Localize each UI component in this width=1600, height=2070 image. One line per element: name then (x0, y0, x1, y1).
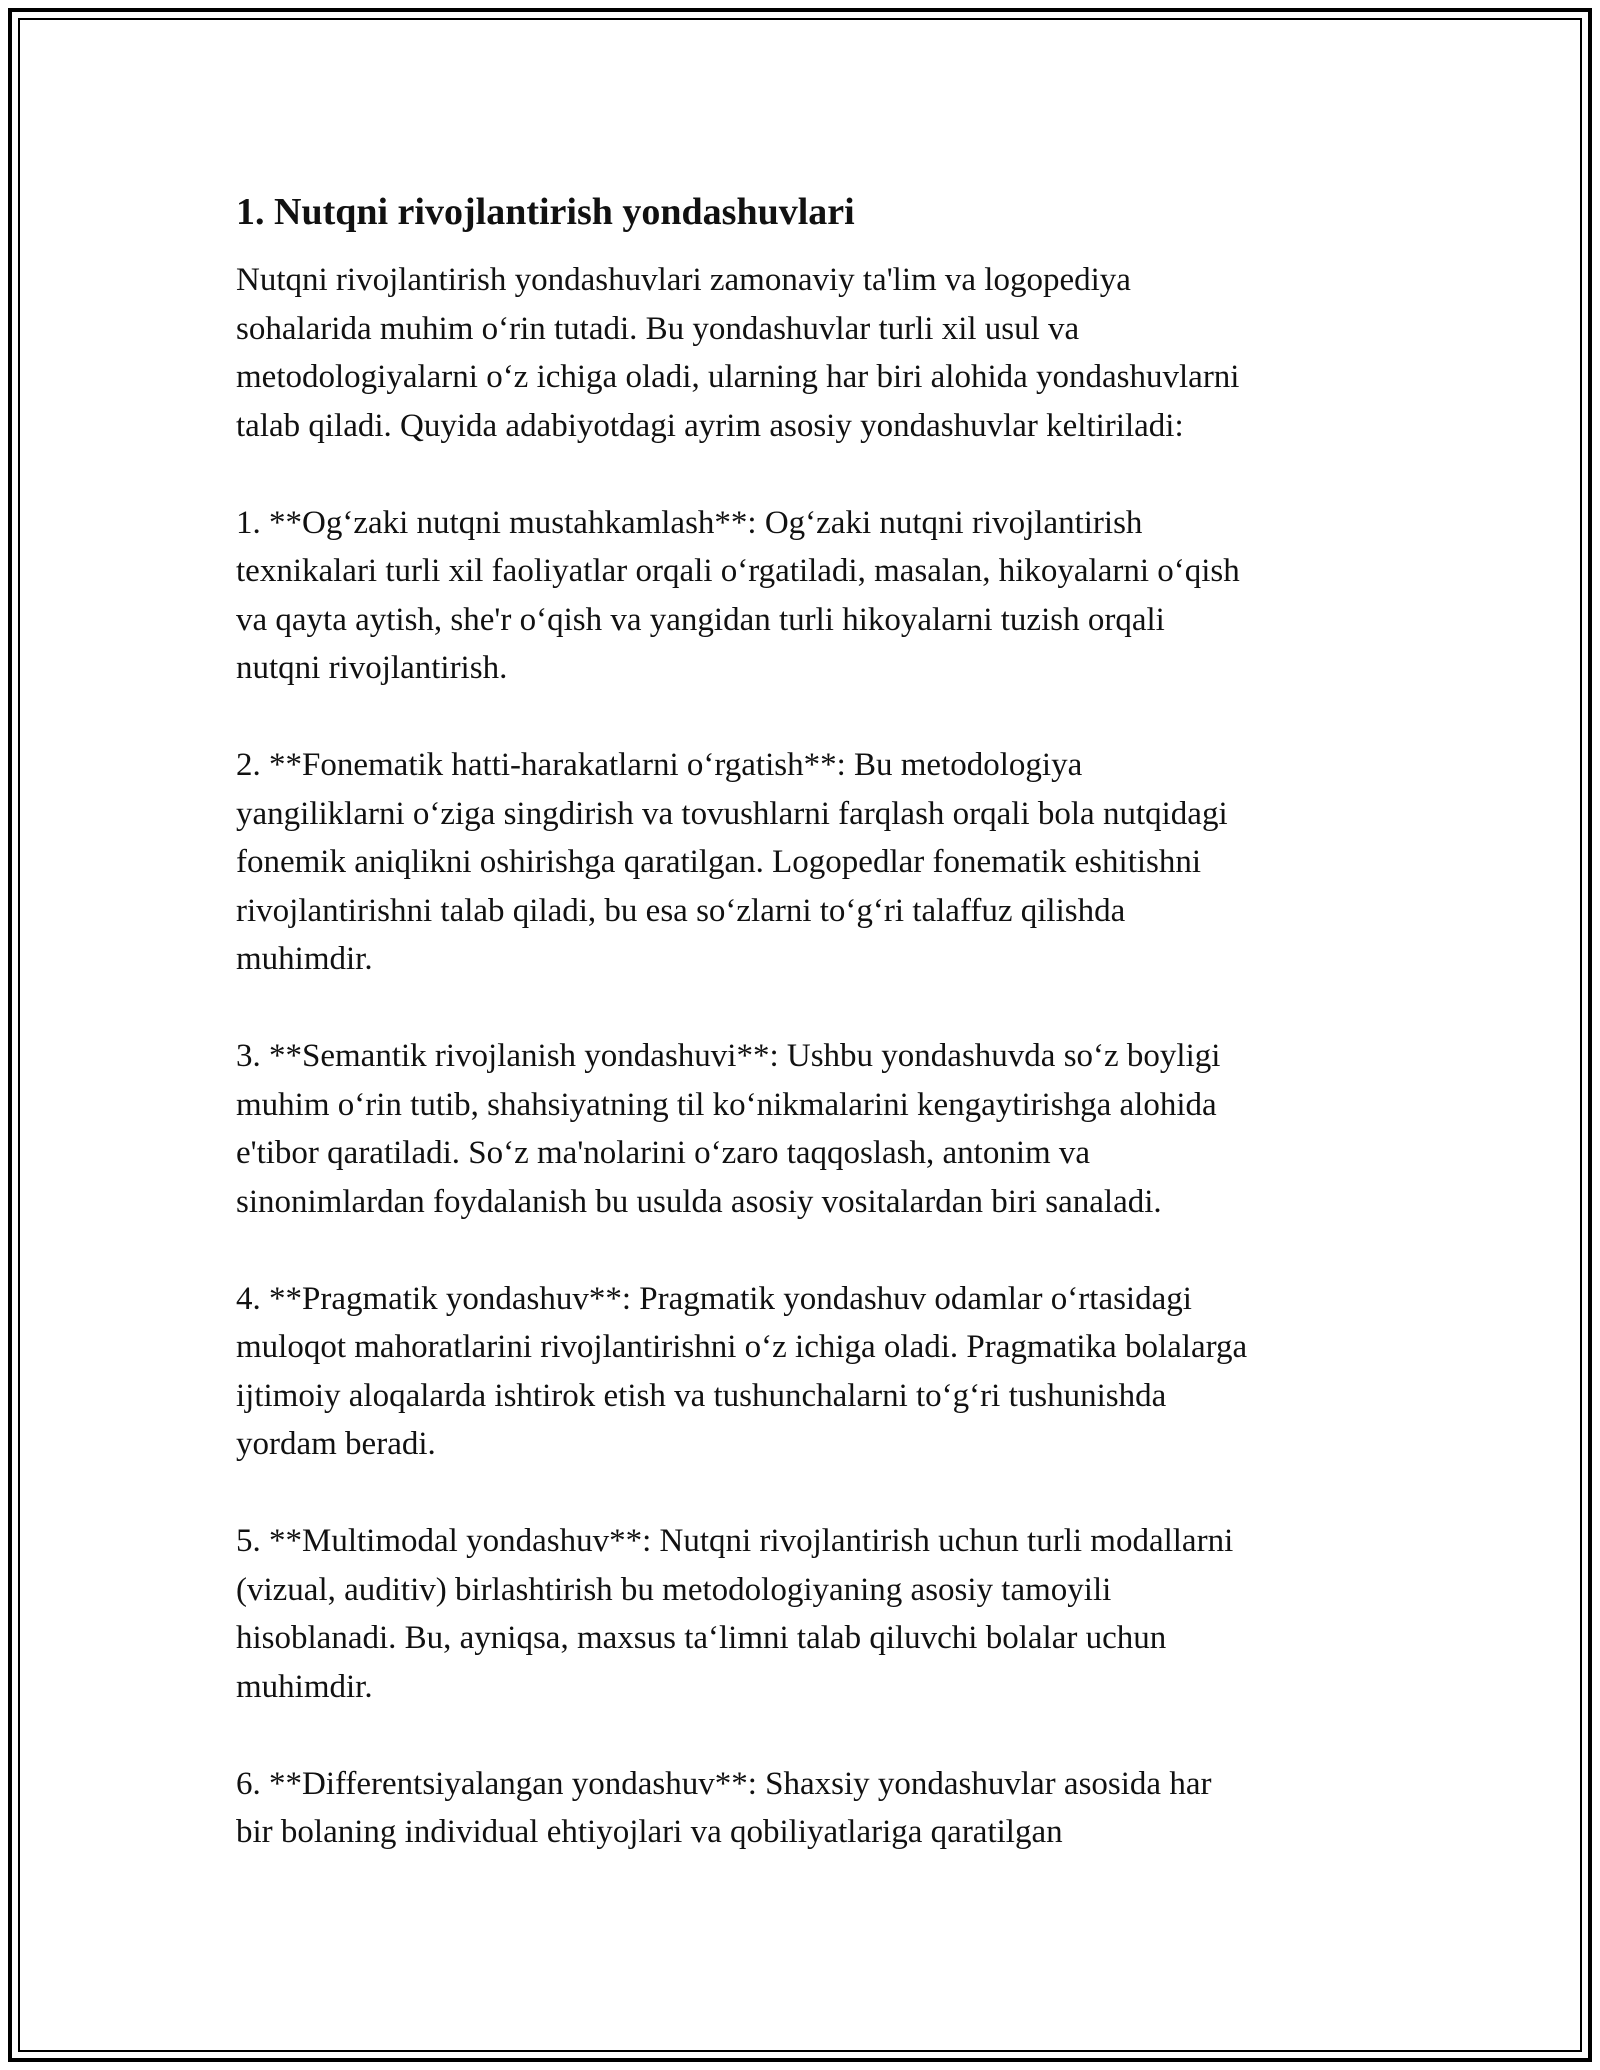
text-line: texnikalari turli xil faoliyatlar orqali o‘rgatiladi, masalan, hikoyalarni o‘qish (236, 553, 1240, 589)
list-item-pragmatic (236, 1275, 1366, 1469)
intro-paragraph (236, 256, 1366, 450)
text-line: Nutqni rivojlantirish yondashuvlari zamonaviy ta'lim va logopediya (236, 262, 1131, 298)
text-line: talab qiladi. Quyida adabiyotdagi ayrim asosiy yondashuvlar keltiriladi: (236, 407, 1184, 444)
text-line: 1. **Og‘zaki nutqni mustahkamlash**: Og‘zaki nutqni rivojlantirish (236, 504, 1143, 541)
list-item-multimodal (236, 1517, 1366, 1711)
text-line: 2. **Fonematik hatti-harakatlarni o‘rgatish**: Bu metodologiya (236, 747, 1083, 783)
document-body (236, 188, 1366, 1905)
text-line: 3. **Semantik rivojlanish yondashuvi**: Ushbu yondashuvda so‘z boyligi (236, 1038, 1221, 1074)
text-line: sohalarida muhim o‘rin tutadi. Bu yondashuvlar turli xil usul va (236, 310, 1080, 347)
text-line: muloqot mahoratlarini rivojlantirishni o‘z ichiga oladi. Pragmatika bolalarga (236, 1329, 1248, 1365)
text-line: va qayta aytish, she'r o‘qish va yangidan turli hikoyalarni tuzish orqali (236, 601, 1165, 638)
text-line: (vizual, auditiv) birlashtirish bu metodologiyaning asosiy tamoyili (236, 1571, 1112, 1608)
text-line: muhimdir. (236, 1668, 373, 1705)
text-line: 4. **Pragmatik yondashuv**: Pragmatik yondashuv odamlar o‘rtasidagi (236, 1280, 1192, 1317)
text-line: fonemik aniqlikni oshirishga qaratilgan. Logopedlar fonematik eshitishni (236, 844, 1202, 880)
text-line: metodologiyalarni o‘z ichiga oladi, ularning har biri alohida yondashuvlarni (236, 359, 1240, 395)
text-line: hisoblanadi. Bu, ayniqsa, maxsus ta‘limni talab qiluvchi bolalar uchun (236, 1620, 1167, 1656)
text-line: nutqni rivojlantirish. (236, 650, 508, 686)
text-line: 6. **Differentsiyalangan yondashuv**: Shaxsiy yondashuvlar asosida har (236, 1765, 1212, 1802)
list-item-semantic (236, 1032, 1366, 1226)
text-line: sinonimlardan foydalanish bu usulda asosiy vositalardan biri sanaladi. (236, 1183, 1162, 1220)
text-line: bir bolaning individual ehtiyojlari va qobiliyatlariga qaratilgan (236, 1814, 1063, 1850)
text-line: yordam beradi. (236, 1426, 436, 1462)
section-heading: 1. Nutqni rivojlantirish yondashuvlari (236, 191, 855, 233)
text-line: ijtimoiy aloqalarda ishtirok etish va tushunchalarni to‘g‘ri tushunishda (236, 1377, 1167, 1414)
list-item-phonematic (236, 741, 1366, 984)
text-line: e'tibor qaratiladi. So‘z ma'nolarini o‘zaro taqqoslash, antonim va (236, 1135, 1091, 1171)
list-item-oral-speech (236, 499, 1366, 693)
text-line: rivojlantirishni talab qiladi, bu esa so‘zlarni to‘g‘ri talaffuz qilishda (236, 892, 1126, 929)
text-line: yangiliklarni o‘ziga singdirish va tovushlarni farqlash orqali bola nutqidagi (236, 795, 1228, 832)
text-line: muhimdir. (236, 941, 373, 977)
list-item-differentiated (236, 1760, 1366, 1857)
text-line: 5. **Multimodal yondashuv**: Nutqni rivojlantirish uchun turli modallarni (236, 1523, 1234, 1559)
text-line: muhim o‘rin tutib, shahsiyatning til ko‘nikmalarini kengaytirishga alohida (236, 1086, 1217, 1123)
